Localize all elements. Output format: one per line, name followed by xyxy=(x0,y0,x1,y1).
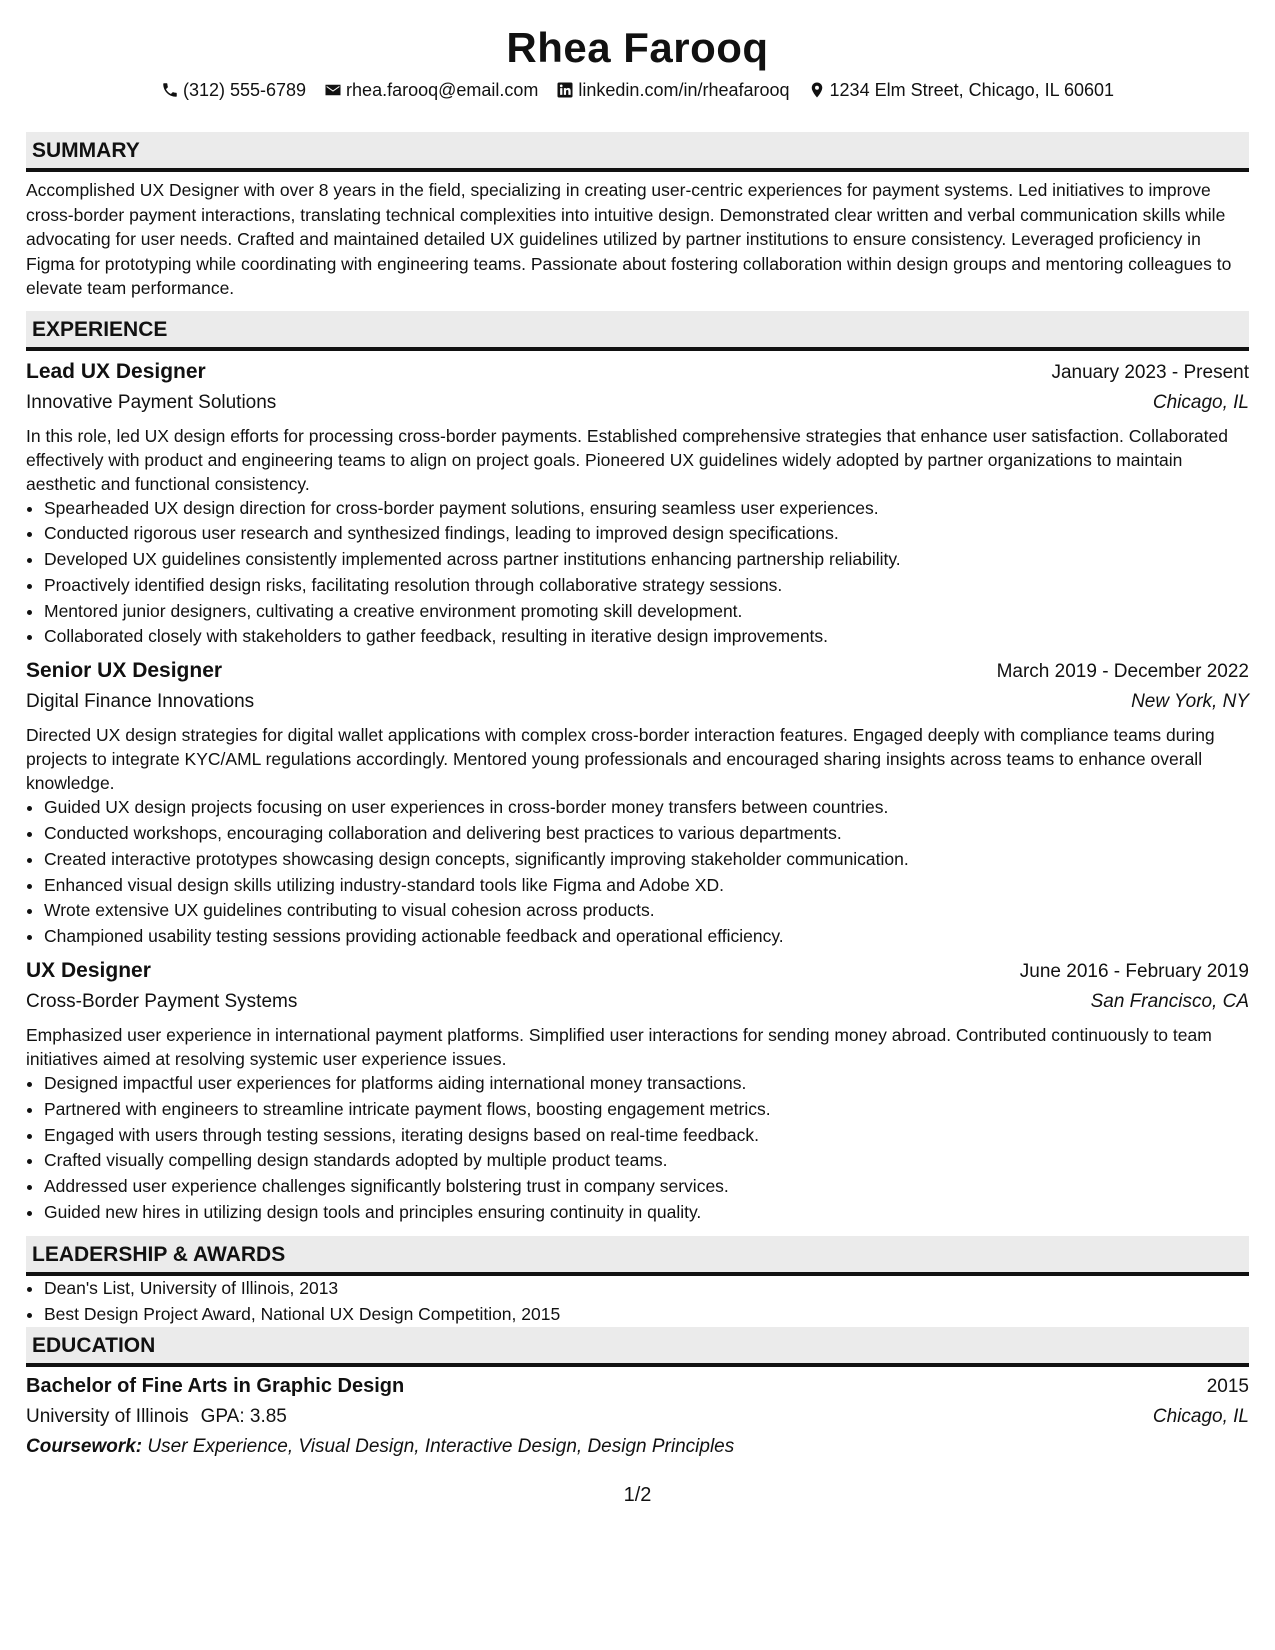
job-entry xyxy=(26,656,1249,950)
job-description: In this role, led UX design efforts for processing cross-border payments. Established comprehensive strategies that enhance user satisfaction. Collaborated effectively with product and engineering teams to align on project goals. Pioneered UX guidelines widely adopted by partner organizations to maintain aesthetic and functional consistency. xyxy=(26,425,1228,494)
job-dates: January 2023 - Present xyxy=(1051,361,1249,383)
address-text: 1234 Elm Street, Chicago, IL 60601 xyxy=(829,79,1115,100)
award-item: • Dean's List, University of Illinois, 2013 xyxy=(44,1276,1249,1302)
contact-bar xyxy=(26,78,1249,102)
job-bullets xyxy=(26,795,1249,950)
job-bullet: • Collaborated closely with stakeholders to gather feedback, resulting in iterative design improvements. xyxy=(44,624,1249,650)
section-heading-education: EDUCATION xyxy=(26,1327,1249,1367)
job-bullet: • Guided UX design projects focusing on user experiences in cross-border money transfers between countries. xyxy=(44,795,1249,821)
job-bullet: • Mentored junior designers, cultivating a creative environment promoting skill development. xyxy=(44,599,1249,625)
education-gpa: GPA: 3.85 xyxy=(200,1406,287,1428)
job-bullet: • Created interactive prototypes showcasing design concepts, significantly improving stakeholder communication. xyxy=(44,847,1249,873)
job-bullets xyxy=(26,496,1249,651)
job-location: Chicago, IL xyxy=(1152,391,1249,413)
contact-phone[interactable] xyxy=(161,80,306,101)
job-description: Emphasized user experience in international payment platforms. Simplified user interactions for sending money abroad. Contributed continuously to team initiatives aimed at resolving systemic user experience issues. xyxy=(26,1025,1212,1070)
job-bullet: • Enhanced visual design skills utilizing industry-standard tools like Figma and Adobe XD. xyxy=(44,873,1249,899)
job-company: Cross-Border Payment Systems xyxy=(26,991,298,1013)
job-bullets xyxy=(26,1071,1249,1226)
job-entry xyxy=(26,357,1249,651)
education-location: Chicago, IL xyxy=(1152,1406,1249,1428)
job-company: Digital Finance Innovations xyxy=(26,691,255,713)
job-bullet: • Developed UX guidelines consistently implemented across partner institutions enhancing partnership reliability. xyxy=(44,547,1249,573)
job-bullet: • Engaged with users through testing sessions, iterating designs based on real-time feedback. xyxy=(44,1123,1249,1149)
job-bullet: • Wrote extensive UX guidelines contributing to visual cohesion across products. xyxy=(44,898,1249,924)
awards-section xyxy=(26,1236,1249,1328)
contact-email[interactable] xyxy=(324,80,538,101)
job-bullet: • Proactively identified design risks, facilitating resolution through collaborative strategy sessions. xyxy=(44,573,1249,599)
job-bullet: • Guided new hires in utilizing design tools and principles ensuring continuity in quality. xyxy=(44,1200,1249,1226)
job-bullet: • Addressed user experience challenges significantly bolstering trust in company services. xyxy=(44,1174,1249,1200)
experience-section xyxy=(26,311,1249,1226)
job-location: New York, NY xyxy=(1131,691,1249,713)
job-bullet: • Conducted rigorous user research and synthesized findings, leading to improved design specifications. xyxy=(44,521,1249,547)
job-bullet: • Partnered with engineers to streamline intricate payment flows, boosting engagement metrics. xyxy=(44,1097,1249,1123)
education-school: University of Illinois xyxy=(26,1406,189,1428)
contact-address xyxy=(808,80,1115,101)
job-company: Innovative Payment Solutions xyxy=(26,391,277,413)
candidate-name: Rhea Farooq xyxy=(506,24,769,71)
education-degree: Bachelor of Fine Arts in Graphic Design xyxy=(26,1375,405,1398)
job-dates: March 2019 - December 2022 xyxy=(996,661,1249,683)
contact-linkedin[interactable] xyxy=(556,80,789,101)
summary-text: Accomplished UX Designer with over 8 years in the field, specializing in creating user-centric experiences for payment systems. Led initiatives to improve cross-border payment interactions, translating technical complexities into intuitive design. Demonstrated clear written and verbal communication skills while advocating for user needs. Crafted and maintained detailed UX guidelines utilized by partner institutions to ensure consistency. Leveraged proficiency in Figma for prototyping while coordinating with engineering teams. Passionate about fostering collaboration within design groups and mentoring colleagues to elevate team performance. xyxy=(26,180,1232,298)
section-heading-experience: EXPERIENCE xyxy=(26,311,1249,351)
education-school-line xyxy=(26,1402,287,1432)
education-year: 2015 xyxy=(1206,1376,1249,1398)
linkedin-text: linkedin.com/in/rheafarooq xyxy=(578,79,790,100)
coursework-list: User Experience, Visual Design, Interactive Design, Design Principles xyxy=(147,1436,735,1458)
section-heading-summary: SUMMARY xyxy=(26,132,1249,172)
envelope-icon xyxy=(324,81,342,99)
phone-text: (312) 555-6789 xyxy=(182,79,307,100)
linkedin-icon xyxy=(556,81,574,99)
job-description: Directed UX design strategies for digital wallet applications with complex cross-border interaction features. Engaged deeply with compliance teams during projects to integrate KYC/AML regulations accordingly. Mentored young professionals and encouraged sharing insights across teams to enhance overall knowledge. xyxy=(26,725,1215,794)
award-item: • Best Design Project Award, National UX Design Competition, 2015 xyxy=(44,1302,1249,1328)
job-dates: June 2016 - February 2019 xyxy=(1019,961,1249,983)
phone-icon xyxy=(161,81,179,99)
job-bullet: • Championed usability testing sessions providing actionable feedback and operational efficiency. xyxy=(44,924,1249,950)
job-bullet: • Conducted workshops, encouraging collaboration and delivering best practices to various departments. xyxy=(44,821,1249,847)
job-bullet: • Crafted visually compelling design standards adopted by multiple product teams. xyxy=(44,1148,1249,1174)
job-bullet: • Designed impactful user experiences for platforms aiding international money transactions. xyxy=(44,1071,1249,1097)
job-title: Lead UX Designer xyxy=(26,359,206,383)
education-coursework xyxy=(26,1432,1249,1462)
map-pin-icon xyxy=(808,81,826,99)
job-title: UX Designer xyxy=(26,959,151,983)
job-title: Senior UX Designer xyxy=(26,659,223,683)
awards-list xyxy=(26,1276,1249,1328)
education-section xyxy=(26,1327,1249,1462)
email-text: rhea.farooq@email.com xyxy=(346,79,539,100)
job-entry xyxy=(26,956,1249,1226)
summary-section xyxy=(26,132,1249,301)
job-bullet: • Spearheaded UX design direction for cross-border payment solutions, ensuring seamless user experiences. xyxy=(44,496,1249,522)
page-number: 1/2 xyxy=(623,1484,652,1506)
section-heading-awards: LEADERSHIP & AWARDS xyxy=(26,1236,1249,1276)
coursework-label: Coursework: xyxy=(26,1436,143,1458)
job-location: San Francisco, CA xyxy=(1090,991,1249,1013)
